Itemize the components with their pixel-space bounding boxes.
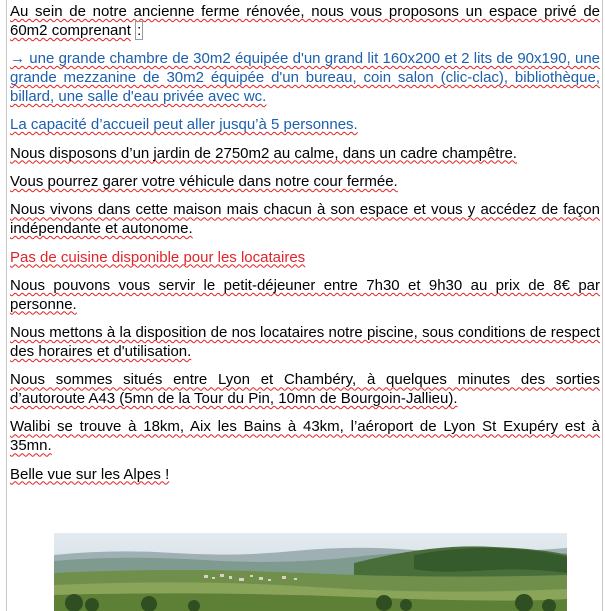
landscape-photo-icon	[54, 533, 567, 611]
document-page[interactable]	[6, 0, 603, 611]
paragraph-capacity	[10, 116, 600, 135]
paragraph-independent	[10, 201, 600, 239]
garden-text: Nous disposons d’un jardin de 2750m2 au calme, dans un cadre champêtre.	[10, 144, 517, 162]
text-cursor-selection[interactable]: :	[137, 21, 142, 39]
independent-text: Nous vivons dans cette maison mais chacun à son espace et vous y accédez de façon indépendante et autonome.	[10, 201, 600, 238]
paragraph-location	[10, 371, 600, 409]
paragraph-parking	[10, 173, 600, 192]
paragraph-kitchen	[10, 249, 600, 268]
paragraph-breakfast	[10, 277, 600, 315]
landscape-photo[interactable]	[54, 533, 567, 611]
pool-text: Nous mettons à la disposition de nos locataires notre piscine, sous conditions de respect des horaires et d'utilisation.	[10, 324, 600, 360]
paragraph-view	[10, 466, 600, 485]
breakfast-text: Nous pouvons vous servir le petit-déjeuner entre 7h30 et 9h30 au prix de 8€ par personne.	[10, 276, 600, 313]
distances-text: Walibi se trouve à 18km, Aix les Bains à 43km, l’aéroport de Lyon St Exupéry est à 35mn.	[10, 418, 600, 455]
paragraph-garden	[10, 145, 600, 164]
paragraph-intro	[10, 3, 600, 41]
parking-text: Vous pourrez garer votre véhicule dans notre cour fermée.	[10, 172, 398, 190]
document-body[interactable]	[10, 3, 600, 494]
paragraph-pool	[10, 324, 600, 362]
location-text: Nous sommes situés entre Lyon et Chambéry, à quelques minutes des sorties d’autoroute A43 (5mn de la Tour du Pin, 10mn de Bourgoin-Jallieu).	[10, 371, 600, 408]
paragraph-distances	[10, 418, 600, 456]
paragraph-room	[10, 50, 600, 106]
kitchen-text: Pas de cuisine disponible pour les locataires	[10, 248, 306, 266]
view-text: Belle vue sur les Alpes !	[10, 465, 170, 483]
room-text: → une grande chambre de 30m2 équipée d'un grand lit 160x200 et 2 lits de 90x190, une grande mezzanine de 30m2 équipée d'un bureau, coin salon (clic-clac), bibliothèque, billard, une salle d'eau privée avec wc.	[10, 50, 600, 105]
capacity-text: La capacité d’accueil peut aller jusqu’à 5 personnes.	[10, 116, 358, 134]
intro-text: Au sein de notre ancienne ferme rénovée, nous vous proposons un espace privé de 60m2 comprenant	[10, 3, 600, 39]
